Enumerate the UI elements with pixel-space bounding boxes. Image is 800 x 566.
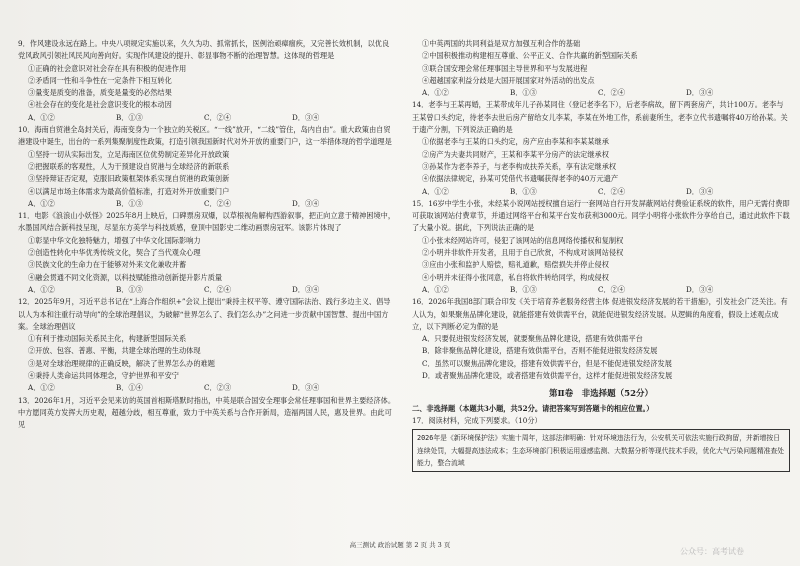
answer-choices	[18, 112, 396, 124]
option-item: ①中英两国的共同利益是双方加强互利合作的基础	[422, 39, 581, 48]
answer-choice: A．①②	[422, 88, 449, 98]
section2-subtitle: 二、非选择题（本题共3小题，共52分。请把答案写到答题卡的相应位置。）	[412, 403, 654, 413]
answer-choice: C．②④	[598, 284, 626, 294]
option-item: ②小明并非软件开发者，且用于自己欣赏，不构成对该网站侵权	[422, 248, 624, 258]
answer-choice: A．①②	[422, 284, 449, 294]
option-item: ③应由小张和监护人赔偿，赔礼道歉，赔偿损失并停止侵权	[422, 260, 609, 270]
option-item: ③联合国安理会常任理事国主导世界和平与发展进程	[422, 63, 588, 73]
option-item: ②中国积极推动构建相互尊重、公平正义、合作共赢的新型国际关系	[422, 51, 638, 61]
answer-choice: D．③④	[686, 88, 714, 98]
option-item: ①坚持一切从实际出发，立足海南区位优势制定差异化开放政策	[28, 149, 230, 159]
option-item: ③是对全球治理规律的正确反映，解决了世界怎么办的难题	[28, 358, 215, 368]
question-stem: 12．2025年9月，习近平总书记在“上海合作组织+”会议上提出“秉持主权平等、遵守国际法治、践行多边主义、倡导以人为本和注重行动导向”的全球治理倡议，为破解“世界怎么了、我们怎么办”之问进一步贡献中国智慧、提出中国方案。全球治理倡议	[18, 297, 391, 331]
answer-choices	[18, 198, 396, 210]
question-stem: 14．老李与王某再婚，王某带成年儿子孙某同住（登记老李名下），后老李病故，留下两套房产，共计100万。老李与王某曾口头约定，待老李去世后房产留给女儿李某，李某在外地工作，系前妻所生，老李立代书遗嘱将40万给孙某。关于遗产分割，下列说法正确的是	[412, 100, 788, 135]
answer-choice: B．①③	[116, 284, 143, 294]
option-item: ④依据法律规定，孙某可凭借代书遗嘱获得老李的40万元遗产	[422, 174, 619, 184]
answer-choice: B．①③	[510, 186, 537, 196]
option-item: ④融会贯通不同文化资源，以科技赋能推动创新提升影片质量	[28, 272, 223, 282]
option-item: ④小明并未征得小张同意，私自将软件转给同学，构成侵权	[422, 272, 609, 282]
answer-choice: C．②④	[204, 198, 232, 208]
option-item: D．或者聚焦品牌化建设，或者搭建有效供需平台，这样才能促进银发经济发展	[422, 371, 673, 381]
left-column	[18, 38, 396, 432]
answer-choice: C．②④	[598, 186, 626, 196]
answer-choice: C．②④	[204, 112, 232, 122]
page-footer: 高三测试 政治试题 第 2 页 共 3 页	[349, 541, 451, 549]
option-item: ④秉持人类命运共同体理念，守护世界和平安宁	[28, 371, 179, 381]
answer-choice: B．①③	[510, 88, 537, 98]
section2-title: 第Ⅱ卷 非选择题（52分）	[549, 389, 653, 400]
option-item: ①彰显中华文化独特魅力，增强了中华文化国际影响力	[28, 235, 201, 245]
answer-choice: D．③④	[686, 284, 714, 294]
option-item: ③量变是质变的准备，质变是量变的必然结果	[28, 88, 172, 98]
answer-choices	[18, 284, 396, 296]
question-stem: 10．海南自贸港全岛封关后，海南变身为一个独立的关税区。“一线”放开，“二线”管住，岛内自由”。重大政策由自贸港建设中诞生，出台的一系列集聚制度性政策，打造引领我国新时代对外开放的重要门户，这一举措体现的哲学道理是	[18, 125, 392, 147]
answer-choice: A．①②	[28, 112, 55, 122]
answer-choice: C．②④	[598, 88, 626, 98]
question-17-material: 2026年是《新环境保护法》实施十周年，这部法律明确：针对环境违法行为，公安机关可依法实施行政拘留，并新增按日连续处罚，大幅提高违法成本；生态环境部门积极运用遥感监测、大数据分析等现代技术手段，优化大气污染问题精准查处能力，整合流域	[412, 429, 790, 472]
answer-choice: B．①③	[116, 112, 143, 122]
option-item: ④超越国家利益分歧是大国开展国家对外活动的出发点	[422, 75, 595, 85]
question-stem: 9．作风建设永远在路上。中央八项规定实施以来，久久为功、抓常抓长，医例治顽瘴痼疾，又完善长效机制，以优良党风政风引领社风民风向善向好。实现作风建设的提升、彰显事物不断的治理智慧。这体现的哲理是	[18, 39, 390, 61]
question-stem: 15．16岁中学生小张，未经某小说网站授权擅自运行一套网站自行开发屏蔽网站付费验证系统的软件，用户无需付费即可获取该网站付费章节，并通过网络平台和某平台发布获利3000元。同学小明将小张软件分享给自己，通过此软件下载了大量小说。据此，下列说法正确的是	[412, 198, 790, 233]
question-stem: 16．2026年我国8部门联合印发《关于培育养老服务经营主体 促进银发经济发展的若干措施》，引发社会广泛关注。有人认为，如果聚焦品牌化建设，就能搭建有效供需平台，就能促进银发经济发展。从逻辑的角度看，假设上述观点成立，以下判断必定为假的是	[412, 297, 788, 331]
option-item: ②房产为夫妻共同财产，王某和李某平分房产的法定继承权	[422, 149, 609, 159]
answer-choices	[18, 382, 396, 394]
option-item: ③民族文化的生命力在于能够对外来文化兼收并蓄	[28, 260, 187, 270]
option-item: ①正确的社会意识对社会存在具有积极的促进作用	[28, 63, 187, 73]
answer-choice: D．③④	[292, 284, 320, 294]
option-item: ②开放、包容、普惠、平衡，共建全球治理的生动体现	[28, 346, 201, 356]
answer-choice: B．①④	[116, 383, 143, 393]
answer-choice: A．①②	[28, 284, 55, 294]
option-item: ②矛盾同一性和斗争性在一定条件下相互转化	[28, 75, 172, 85]
answer-choice: B．①③	[116, 198, 143, 208]
question-17: 17．阅读材料，完成下列要求。（10分）	[412, 415, 542, 425]
question-stem: 13．2026年1月，习近平会见来访的英国首相斯塔默时指出，中英是联合国安全理事会常任理事国和世界主要经济体。中方愿同英方发挥大历史观，超越分歧，相互尊重，致力于中英关系与合作开新局，造福两国人民，惠及世界。由此可见	[18, 395, 396, 430]
answer-choice: C．②④	[204, 284, 232, 294]
option-item: ④以满足市场主体需求为最高价值标准，打造对外开放重要门户	[28, 186, 230, 196]
answer-choice: A．①②	[422, 186, 449, 196]
answer-choices	[412, 284, 790, 296]
right-column	[412, 38, 790, 472]
question-stem: 11．电影《浪浪山小妖怪》2025年8月上映后，口碑票房双爆，以草根视角解构西游叙事，把正向立意于精神困境中，水墨国风结合新科技呈现，尽显东方美学与科技质感，登顶中国影史二维动画票房冠军。该影片体现了	[18, 211, 396, 233]
answer-choice: B．①③	[510, 284, 537, 294]
watermark: 公众号：高考试卷	[680, 547, 744, 556]
option-item: ③孙某作为老李养子，与老李构成扶养关系，享有法定继承权	[422, 161, 617, 171]
answer-choice: D．③④	[686, 186, 714, 196]
option-item: ①小张未经网站许可，侵犯了该网站的信息网络传播权和复制权	[422, 235, 624, 245]
option-item: ④社会存在的变化是社会意识变化的根本动因	[28, 100, 172, 110]
option-item: C．虽然可以聚焦品牌化建设，搭建有效供需平台，但是不能促进银发经济发展	[422, 358, 672, 368]
answer-choice: A．①②	[28, 198, 55, 208]
option-item: ③坚持辩证否定观，克服旧政策框架体系实现自贸港的政策创新	[28, 174, 230, 184]
option-item: B．除非聚焦品牌化建设，搭建有效供需平台，否则不能促进银发经济发展	[422, 346, 658, 356]
answer-choice: D．③④	[292, 198, 320, 208]
option-item: A．只要促进银发经济发展，就要聚焦品牌化建设，搭建有效供需平台	[422, 334, 643, 344]
answer-choice: C．②③	[204, 383, 232, 393]
option-item: ②创造性转化中华优秀传统文化，契合了当代观众心理	[28, 248, 201, 258]
option-item: ②把握联系的客观性，人为干预建设自贸港与全球经济的新联系	[28, 161, 230, 171]
option-item: ①有利于推动国际关系民主化，构建新型国际关系	[28, 334, 187, 344]
answer-choice: D．③④	[292, 383, 320, 393]
answer-choices	[412, 186, 790, 198]
option-item: ①依据老李与王某的口头约定，房产应由李某和李某某继承	[422, 137, 609, 147]
answer-choice: A．①②	[28, 383, 55, 393]
right-column-questions	[412, 38, 790, 382]
answer-choice: D．③④	[292, 112, 320, 122]
answer-choices	[412, 87, 790, 99]
